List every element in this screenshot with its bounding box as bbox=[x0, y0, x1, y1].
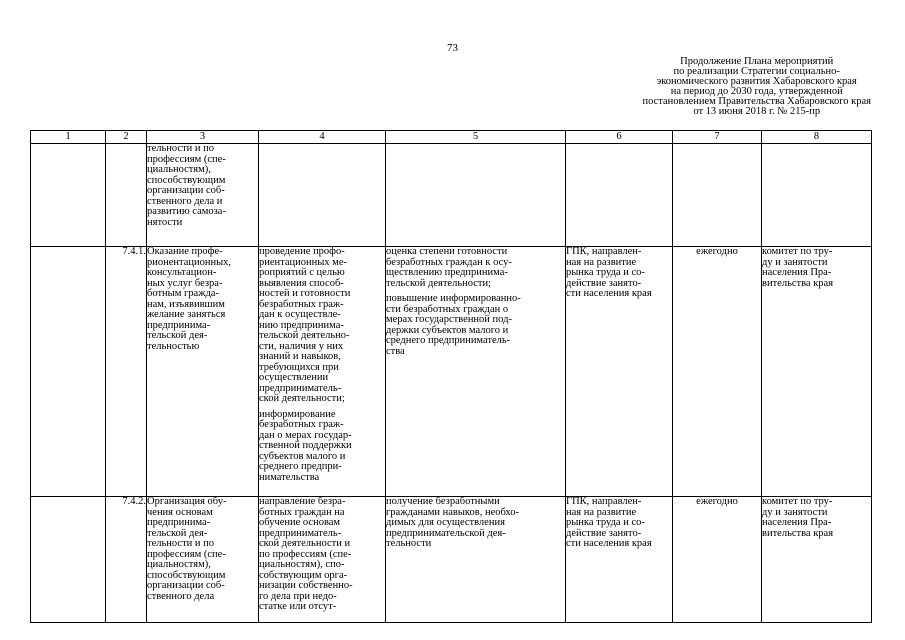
cell-text-line: держки субъектов малого и bbox=[386, 324, 509, 336]
cell-text-line: ная на развитие bbox=[566, 256, 637, 268]
cell-text-line: направление безра- bbox=[259, 496, 346, 507]
cell-paragraph bbox=[762, 497, 871, 539]
cell-text-line: димых для осуществления bbox=[386, 517, 505, 528]
header-line: постановлением Правительства Хабаровского края bbox=[642, 96, 871, 107]
cell-text-line: предприниматель- bbox=[259, 382, 342, 394]
cell-text-line: консультацион- bbox=[147, 267, 217, 278]
cell-text-line: тельской деятельно- bbox=[259, 330, 350, 341]
cell-text-line: дан к осуществле- bbox=[259, 309, 341, 320]
cell-text-line: развитию самоза- bbox=[147, 206, 226, 217]
plan-table bbox=[30, 130, 872, 623]
cell-text-line: обучение основам bbox=[259, 517, 341, 528]
cell-text-line: безработных граж- bbox=[259, 419, 344, 430]
cell-text-line: предпринимательской дея- bbox=[386, 527, 506, 539]
cell-text-line: циальностям), спо- bbox=[259, 559, 345, 570]
cell-text-line: ная на развитие bbox=[566, 506, 637, 518]
page-number: 73 bbox=[447, 42, 458, 54]
cell-period bbox=[673, 144, 762, 247]
cell-text-line: сти населения края bbox=[566, 538, 652, 549]
cell-text-line: низации собственно- bbox=[259, 580, 353, 591]
cell-text-line: го дела при недо- bbox=[259, 590, 337, 602]
cell-text-line: информирование bbox=[259, 408, 336, 420]
cell-text-line: ботным гражда- bbox=[147, 288, 219, 299]
header-line: по реализации Стратегии социально- bbox=[673, 66, 840, 77]
cell-paragraph bbox=[386, 294, 565, 357]
cell-measures bbox=[259, 144, 386, 247]
cell-text-line: нятости bbox=[147, 216, 183, 228]
cell-responsible bbox=[762, 144, 872, 247]
cell-text-line: населения Пра- bbox=[762, 267, 832, 278]
cell-text-line: ду и занятости bbox=[762, 256, 828, 268]
cell-text-line: нимательства bbox=[259, 471, 320, 483]
cell-text-line: тельской дея- bbox=[147, 527, 208, 539]
cell-text-line: чения основам bbox=[147, 506, 213, 518]
cell-text-line: субъектов малого и bbox=[259, 450, 346, 462]
cell-text-line: тельности bbox=[386, 538, 432, 549]
cell-text-line: среднего предпри- bbox=[259, 461, 342, 472]
cell-paragraph bbox=[566, 497, 672, 550]
cell-text-line: комитет по тру- bbox=[762, 496, 833, 507]
cell-paragraph bbox=[259, 247, 385, 405]
cell-text-line: гражданами навыков, необхо- bbox=[386, 506, 520, 518]
cell-text-line: способствующим bbox=[147, 174, 226, 186]
cell-text-line: риентационных ме- bbox=[259, 256, 347, 268]
cell-period: ежегодно bbox=[673, 497, 762, 623]
cell-text-line: Оказание профе- bbox=[147, 246, 223, 257]
cell-paragraph bbox=[147, 144, 258, 228]
table-row bbox=[31, 247, 872, 497]
cell-activity bbox=[147, 144, 259, 247]
cell-text-line: действие занято- bbox=[566, 527, 642, 539]
cell-text-line: тельности и по bbox=[147, 143, 215, 154]
cell-measures bbox=[259, 247, 386, 497]
header-line: от 13 июня 2018 г. № 215-пр bbox=[693, 106, 821, 117]
cell-text-line: рынка труда и со- bbox=[566, 267, 645, 278]
cell-text-line: ГПК, направлен- bbox=[566, 496, 642, 507]
cell-item-number bbox=[106, 144, 147, 247]
cell-text-line: комитет по тру- bbox=[762, 246, 833, 257]
cell-text-line: повышение информированно- bbox=[386, 293, 521, 304]
cell-text-line: дан о мерах государ- bbox=[259, 429, 352, 441]
column-number: 8 bbox=[762, 131, 872, 144]
cell-text-line: циальностям), bbox=[147, 164, 211, 175]
cell-text-line: ственного дела и bbox=[147, 195, 223, 207]
cell-text-line: ду и занятости bbox=[762, 506, 828, 518]
cell-text-line: циальностям), bbox=[147, 559, 211, 570]
cell-text-line: Организация обу- bbox=[147, 496, 227, 507]
cell-responsible bbox=[762, 247, 872, 497]
cell-paragraph bbox=[259, 410, 385, 484]
column-number: 6 bbox=[566, 131, 673, 144]
cell-program bbox=[566, 497, 673, 623]
cell-col1 bbox=[31, 247, 106, 497]
cell-program bbox=[566, 144, 673, 247]
cell-text-line: ской деятельности; bbox=[259, 393, 345, 404]
cell-text-line: сти безработных граждан о bbox=[386, 303, 509, 315]
cell-item-number: 7.4.2. bbox=[106, 497, 147, 623]
cell-text-line: профессиям (спе- bbox=[147, 548, 226, 560]
cell-measures bbox=[259, 497, 386, 623]
cell-text-line: ных услуг безра- bbox=[147, 277, 223, 289]
cell-results bbox=[386, 144, 566, 247]
cell-text-line: вительства края bbox=[762, 527, 834, 539]
cell-text-line: организации соб- bbox=[147, 580, 225, 591]
cell-paragraph bbox=[762, 247, 871, 289]
cell-text-line: тельностью bbox=[147, 340, 200, 352]
column-number-row bbox=[31, 131, 872, 144]
cell-activity bbox=[147, 247, 259, 497]
cell-paragraph bbox=[386, 497, 565, 550]
cell-text-line: сти, наличия у них bbox=[259, 340, 344, 352]
cell-results bbox=[386, 247, 566, 497]
cell-text-line: получение безработными bbox=[386, 496, 500, 507]
cell-text-line: рионентационных, bbox=[147, 256, 232, 268]
cell-text-line: способствующим bbox=[147, 569, 226, 581]
cell-text-line: ственной поддержки bbox=[259, 440, 352, 451]
cell-text-line: действие занято- bbox=[566, 277, 642, 289]
column-number: 4 bbox=[259, 131, 386, 144]
table-row bbox=[31, 144, 872, 247]
cell-text-line: выявления способ- bbox=[259, 277, 344, 289]
cell-text-line: тельской дея- bbox=[147, 330, 208, 341]
cell-text-line: организации соб- bbox=[147, 185, 225, 196]
cell-text-line: мерах государственной под- bbox=[386, 314, 512, 325]
cell-text-line: ностей и готовности bbox=[259, 288, 351, 299]
cell-text-line: безработных граж- bbox=[259, 298, 344, 310]
column-number: 5 bbox=[386, 131, 566, 144]
cell-text-line: предпринима- bbox=[147, 319, 211, 331]
cell-responsible bbox=[762, 497, 872, 623]
cell-text-line: ГПК, направлен- bbox=[566, 246, 642, 257]
cell-paragraph bbox=[147, 497, 258, 602]
cell-text-line: оценка степени готовности bbox=[386, 246, 508, 257]
column-number: 3 bbox=[147, 131, 259, 144]
cell-text-line: ществлению предпринима- bbox=[386, 267, 508, 278]
cell-text-line: желание заняться bbox=[147, 309, 226, 320]
cell-program bbox=[566, 247, 673, 497]
cell-text-line: безработных граждан к осу- bbox=[386, 256, 512, 268]
cell-text-line: тельской деятельности; bbox=[386, 277, 492, 289]
cell-text-line: по профессиям (спе- bbox=[259, 548, 352, 560]
column-number: 2 bbox=[106, 131, 147, 144]
cell-text-line: роприятий с целью bbox=[259, 267, 345, 278]
cell-text-line: проведение профо- bbox=[259, 246, 345, 257]
cell-text-line: профессиям (спе- bbox=[147, 153, 226, 165]
header-line: на период до 2030 года, утвержденной bbox=[670, 86, 843, 97]
cell-text-line: статке или отсут- bbox=[259, 601, 337, 612]
cell-text-line: предпринима- bbox=[147, 517, 211, 528]
cell-col1 bbox=[31, 497, 106, 623]
cell-text-line: нию предпринима- bbox=[259, 319, 344, 331]
cell-text-line: рынка труда и со- bbox=[566, 517, 645, 528]
document-header bbox=[642, 57, 871, 117]
cell-text-line: ской деятельности и bbox=[259, 538, 351, 549]
cell-text-line: нам, изъявившим bbox=[147, 298, 225, 310]
cell-item-number: 7.4.1. bbox=[106, 247, 147, 497]
column-number: 7 bbox=[673, 131, 762, 144]
cell-text-line: среднего предприниматель- bbox=[386, 335, 511, 346]
cell-paragraph bbox=[147, 247, 258, 352]
cell-text-line: тельности и по bbox=[147, 538, 215, 549]
cell-text-line: предприниматель- bbox=[259, 527, 342, 539]
header-line: экономического развития Хабаровского края bbox=[656, 76, 857, 87]
cell-text-line: сти населения края bbox=[566, 288, 652, 299]
cell-paragraph bbox=[259, 497, 385, 613]
cell-period: ежегодно bbox=[673, 247, 762, 497]
cell-text-line: ства bbox=[386, 345, 405, 357]
cell-text-line: вительства края bbox=[762, 277, 834, 289]
column-number: 1 bbox=[31, 131, 106, 144]
cell-text-line: ботных граждан на bbox=[259, 506, 345, 518]
header-line: Продолжение Плана мероприятий bbox=[680, 56, 834, 67]
table-row bbox=[31, 497, 872, 623]
cell-activity bbox=[147, 497, 259, 623]
cell-text-line: собствующим орга- bbox=[259, 569, 348, 581]
cell-paragraph bbox=[386, 247, 565, 289]
cell-text-line: осуществлении bbox=[259, 372, 329, 383]
cell-text-line: требующихся при bbox=[259, 361, 339, 373]
cell-col1 bbox=[31, 144, 106, 247]
cell-paragraph bbox=[566, 247, 672, 300]
cell-results bbox=[386, 497, 566, 623]
cell-text-line: знаний и навыков, bbox=[259, 351, 341, 362]
cell-text-line: населения Пра- bbox=[762, 517, 832, 528]
cell-text-line: ственного дела bbox=[147, 590, 215, 602]
